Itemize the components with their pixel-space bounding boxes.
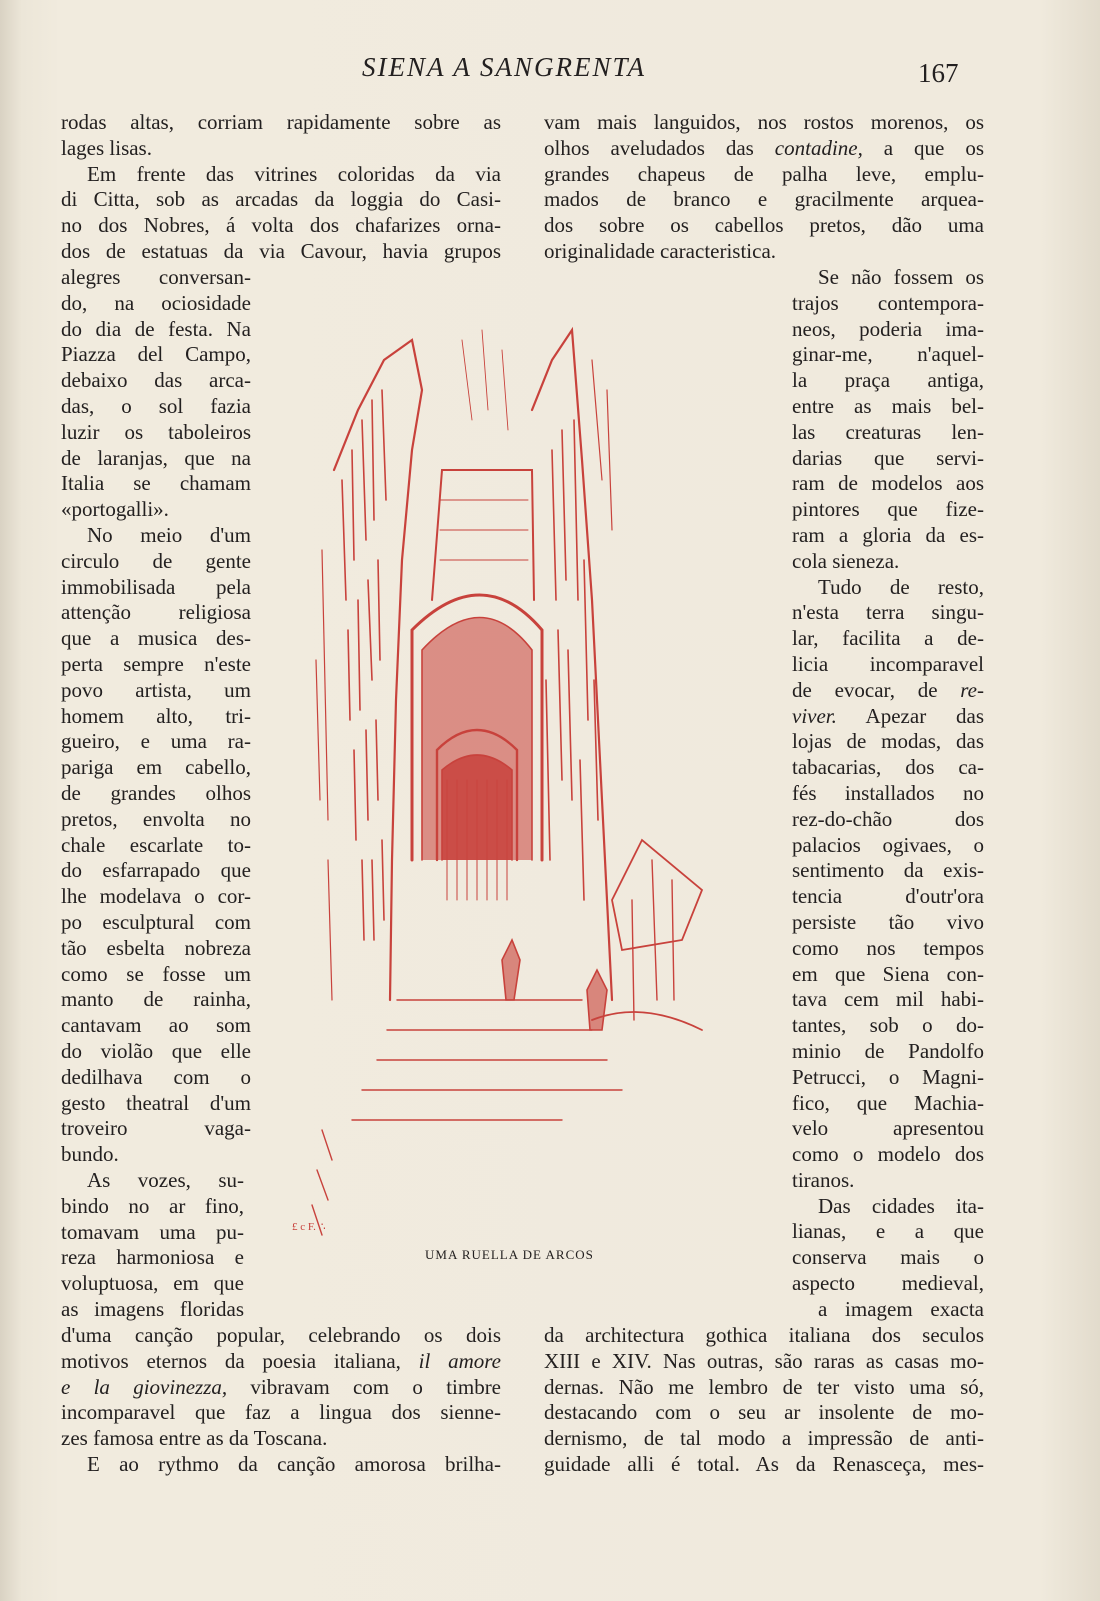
text-line: do dia de festa. Na — [61, 316, 251, 341]
text-run: a que os — [862, 135, 984, 160]
text-line: trajos contempora- — [792, 290, 984, 315]
text-line: d'uma canção popular, celebrando os dois — [61, 1323, 501, 1347]
text-line: conserva mais o — [792, 1245, 984, 1270]
italic-term: il amore — [418, 1348, 501, 1373]
text-line: cola sieneza. — [792, 548, 900, 573]
text-line: darias que servi- — [792, 445, 984, 470]
text-run: olhos aveludados das — [544, 135, 775, 160]
text-line: das, o sol fazia — [61, 393, 251, 418]
text-line: em que Siena con- — [792, 961, 984, 986]
text-line: lages lisas. — [61, 135, 152, 160]
text-line: debaixo das arca- — [61, 368, 251, 393]
text-line: No meio d'um — [87, 522, 251, 547]
text-line: dos de estatuas da via Cavour, havia grupos — [61, 238, 501, 263]
text-line: tiranos. — [792, 1167, 855, 1192]
text-line: dos sobre os cabellos pretos, dão uma — [544, 213, 984, 238]
text-line: E ao rythmo da canção amorosa brilha- — [87, 1451, 501, 1476]
text-line: po esculptural com — [61, 909, 251, 934]
text-line: «portogalli». — [61, 497, 169, 522]
text-line: circulo de gente — [61, 548, 251, 573]
text-line: minio de Pandolfo — [792, 1038, 984, 1063]
text-run: vibravam com o timbre — [227, 1374, 502, 1399]
text-line: Petrucci, o Magni- — [792, 1064, 984, 1089]
text-line: tabacarias, dos ca- — [792, 755, 984, 780]
right-column-narrow — [792, 265, 984, 1323]
text-line: lianas, e a que — [792, 1219, 984, 1244]
text-line: grandes chapeus de palha leve, emplu- — [544, 161, 984, 186]
text-line: a imagem exacta — [818, 1296, 984, 1321]
text-line: bundo. — [61, 1142, 119, 1167]
text-line — [792, 678, 984, 704]
text-line: sentimento da exis- — [792, 858, 984, 883]
text-run: motivos eternos da poesia italiana, — [61, 1348, 419, 1373]
text-line: lhe modelava o cor- — [61, 884, 251, 909]
illustration-ink — [312, 330, 702, 1235]
text-line: attenção religiosa — [61, 600, 251, 625]
text-line: dedilhava com o — [61, 1064, 251, 1089]
text-line: mados de branco e gracilmente arquea- — [544, 187, 984, 212]
text-line: tomavam uma pu- — [61, 1219, 244, 1244]
text-line: incomparavel que faz a lingua dos sienne- — [61, 1400, 501, 1425]
text-line: de laranjas, que na — [61, 445, 251, 470]
text-line: lojas de modas, das — [792, 729, 984, 754]
text-line: reza harmoniosa e — [61, 1245, 244, 1270]
text-line: Das cidades ita- — [818, 1193, 984, 1218]
text-line: las creaturas len- — [792, 419, 984, 444]
italic-term: contadine, — [774, 135, 863, 160]
left-column-bottom — [61, 1323, 501, 1478]
text-line: gesto theatral d'um — [61, 1090, 251, 1115]
text-line: neos, poderia ima- — [792, 316, 984, 341]
illustration-caption: UMA RUELLA DE ARCOS — [425, 1247, 594, 1262]
text-line: do esfarrapado que — [61, 858, 251, 883]
text-line: licia incomparavel — [792, 651, 984, 676]
text-line: dernismo, de tal modo a impressão de anti- — [544, 1426, 984, 1451]
text-line: manto de rainha, — [61, 987, 251, 1012]
text-line — [61, 1375, 501, 1401]
text-line: tantes, sob o do- — [792, 1013, 984, 1038]
italic-term: re- — [960, 677, 984, 702]
text-line: no dos Nobres, á volta dos chafarizes orna- — [61, 213, 501, 238]
text-line: velo apresentou — [792, 1116, 984, 1141]
text-line: ram de modelos aos — [792, 471, 984, 496]
text-line: fico, que Machia- — [792, 1090, 984, 1115]
text-run: de evocar, de — [792, 677, 961, 702]
text-line: gueiro, e uma ra- — [61, 729, 251, 754]
text-line: la praça antiga, — [792, 368, 984, 393]
text-line: di Citta, sob as arcadas da loggia do Casi- — [61, 187, 501, 212]
alley-arches-illustration — [262, 300, 732, 1245]
text-line: perta sempre n'este — [61, 651, 251, 676]
text-run: Apezar das — [836, 703, 984, 728]
text-line: rez-do-chão dos — [792, 806, 984, 831]
text-line — [792, 704, 984, 730]
text-line: destacando com o seu ar insolente de mo- — [544, 1400, 984, 1425]
text-line: ram a gloria da es- — [792, 522, 984, 547]
text-line: Tudo de resto, — [818, 574, 984, 599]
text-line: vam mais languidos, nos rostos morenos, os — [544, 110, 984, 134]
text-line: originalidade caracteristica. — [544, 238, 777, 263]
text-line: palacios ogivaes, o — [792, 832, 984, 857]
text-line: Italia se chamam — [61, 471, 251, 496]
text-line: aspecto medieval, — [792, 1271, 984, 1296]
italic-term: viver. — [792, 703, 837, 728]
text-line — [61, 1349, 501, 1375]
text-line — [544, 136, 984, 162]
text-line: tencia d'outr'ora — [792, 884, 984, 909]
text-line: As vozes, su- — [87, 1168, 244, 1192]
text-line: como nos tempos — [792, 935, 984, 960]
text-line: cantavam ao som — [61, 1013, 251, 1038]
text-line: povo artista, um — [61, 677, 251, 702]
left-column-lower — [61, 1168, 244, 1323]
text-line: pariga em cabello, — [61, 755, 251, 780]
right-column-top — [544, 110, 984, 265]
left-column-narrow — [61, 265, 251, 1168]
text-line: do violão que elle — [61, 1038, 251, 1063]
italic-term: e la giovinezza, — [61, 1374, 228, 1399]
text-line: Em frente das vitrines coloridas da via — [87, 161, 501, 186]
text-line: alegres conversan- — [61, 265, 251, 289]
left-column-top — [61, 110, 501, 265]
text-line: da architectura gothica italiana dos seculos — [544, 1323, 984, 1347]
artist-signature: £ c F. ∴ — [292, 1221, 326, 1233]
text-line: pintores que fize- — [792, 497, 984, 522]
text-line: como se fosse um — [61, 961, 251, 986]
text-line: tão esbelta nobreza — [61, 935, 251, 960]
text-line: do, na ociosidade — [61, 290, 251, 315]
text-line: que a musica des- — [61, 626, 251, 651]
text-line: tava cem mil habi- — [792, 987, 984, 1012]
text-line: n'esta terra singu- — [792, 600, 984, 625]
text-line: XIII e XIV. Nas outras, são raras as casas mo- — [544, 1348, 984, 1373]
text-line: persiste tão vivo — [792, 909, 984, 934]
text-line: troveiro vaga- — [61, 1116, 251, 1141]
text-line: rodas altas, corriam rapidamente sobre as — [61, 110, 501, 134]
text-line: guidade alli é total. As da Renasceça, mes- — [544, 1451, 984, 1476]
text-line: como o modelo dos — [792, 1142, 984, 1167]
page-number: 167 — [918, 58, 959, 88]
text-line: lar, facilita a de- — [792, 626, 984, 651]
text-line: ginar-me, n'aquel- — [792, 342, 984, 367]
text-line: fés installados no — [792, 780, 984, 805]
text-line: zes famosa entre as da Toscana. — [61, 1426, 328, 1451]
text-line: chale escarlate to- — [61, 832, 251, 857]
text-line: immobilisada pela — [61, 574, 251, 599]
text-line: luzir os taboleiros — [61, 419, 251, 444]
right-column-bottom — [544, 1323, 984, 1478]
text-line: pretos, envolta no — [61, 806, 251, 831]
text-line: entre as mais bel- — [792, 393, 984, 418]
text-line: voluptuosa, em que — [61, 1271, 244, 1296]
text-line: as imagens floridas — [61, 1296, 244, 1321]
text-line: Se não fossem os — [818, 265, 984, 289]
text-line: Piazza del Campo, — [61, 342, 251, 367]
text-line: bindo no ar fino, — [61, 1193, 244, 1218]
text-line: dernas. Não me lembro de ter visto uma só, — [544, 1374, 984, 1399]
text-line: homem alto, tri- — [61, 703, 251, 728]
text-line: de grandes olhos — [61, 780, 251, 805]
running-header-title: SIENA A SANGRENTA — [362, 52, 647, 82]
